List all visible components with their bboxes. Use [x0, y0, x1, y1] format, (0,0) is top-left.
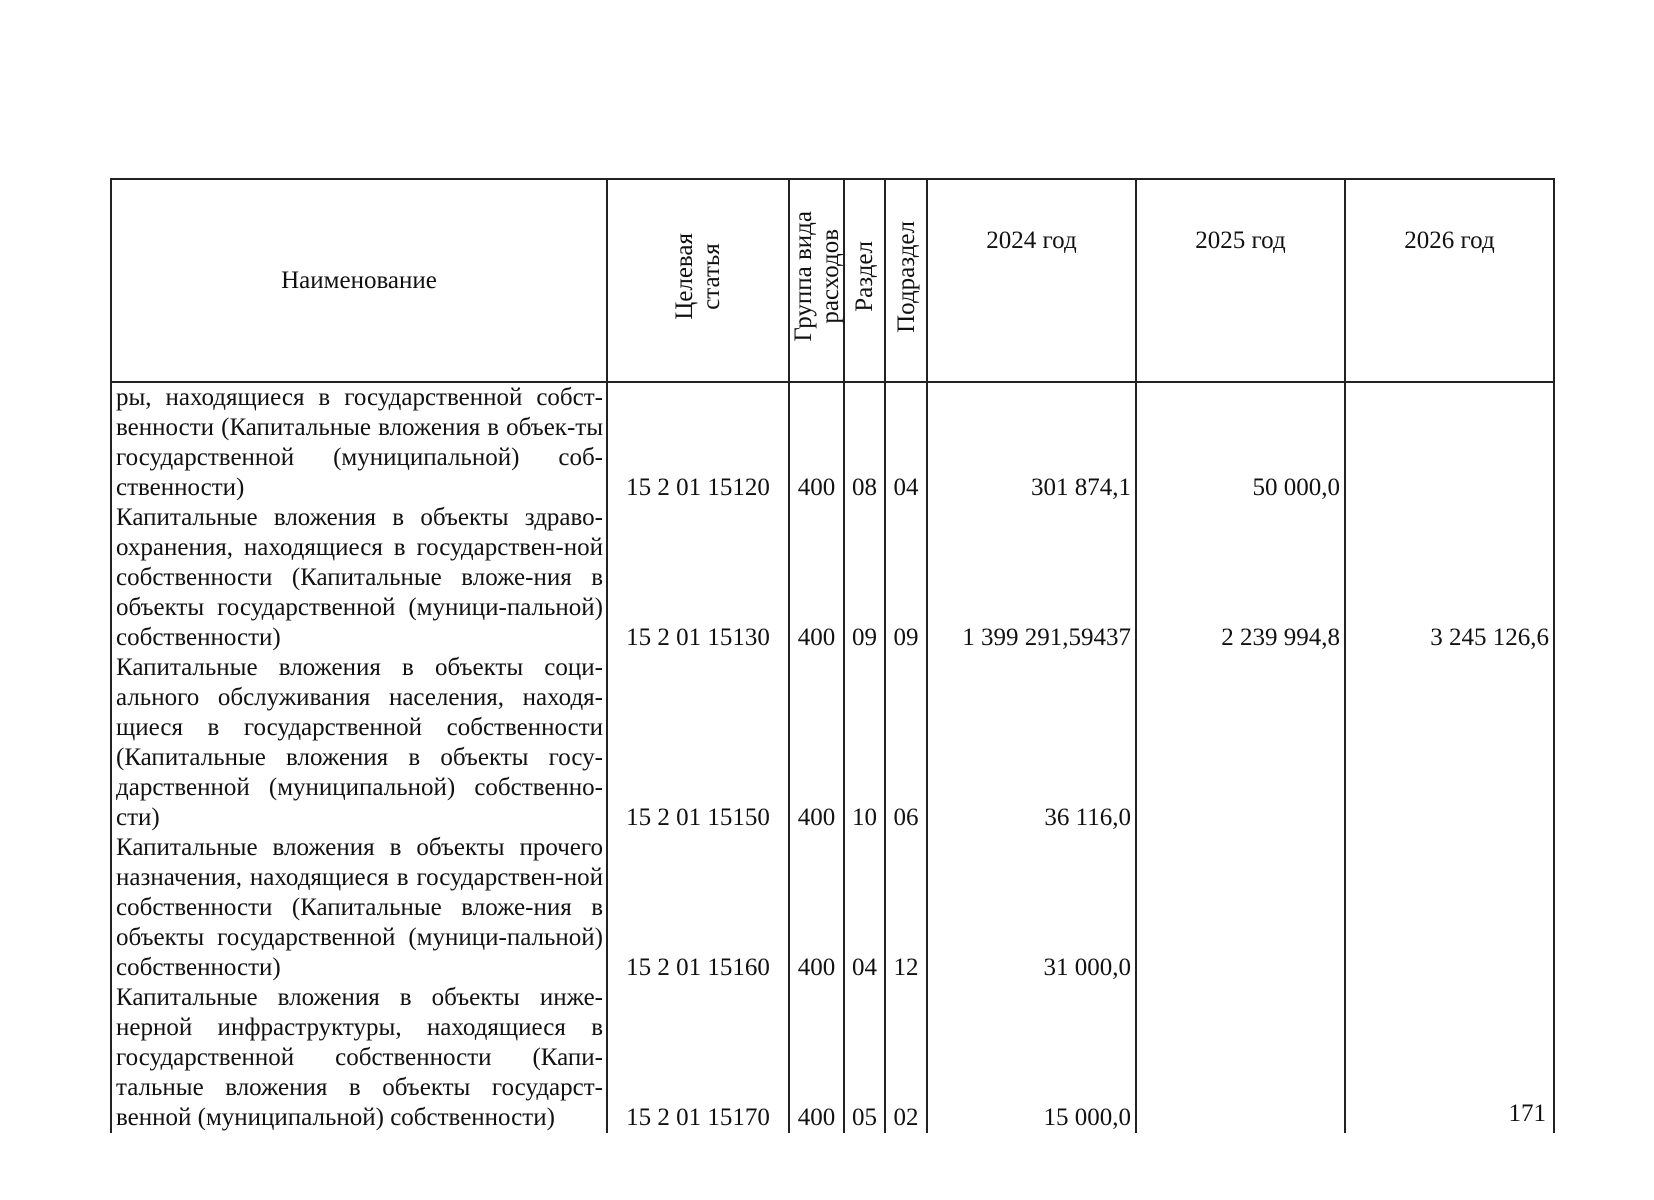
row-amount-2026-cell: 3 245 126,6 — [1345, 503, 1554, 653]
row-target-article-cell: 15 2 01 15150 — [607, 653, 789, 833]
header-subsection: Подраздел — [885, 179, 927, 382]
row-amount-2024-cell: 31 000,0 — [927, 833, 1136, 983]
row-name-cell: Капитальные вложения в объекты прочего назначения, находящиеся в государствен-ной собственности (Капитальные вложе-ния в объекты государственной (муници-пальной) собственности) — [111, 833, 607, 983]
row-subsection-cell: 12 — [885, 833, 927, 983]
row-name-cell: Капитальные вложения в объекты инже-нерной инфраструктуры, находящиеся в государственной собственности (Капи-тальные вложения в объекты государст-венной (муниципальной) собственности) — [111, 983, 607, 1133]
row-amount-2024-cell: 15 000,0 — [927, 983, 1136, 1133]
row-target-article-cell: 15 2 01 15130 — [607, 503, 789, 653]
row-expense-group-cell: 400 — [789, 833, 844, 983]
header-name: Наименование — [111, 179, 607, 382]
row-amount-2025-cell — [1136, 983, 1345, 1133]
row-amount-2024-cell: 1 399 291,59437 — [927, 503, 1136, 653]
row-amount-2025-cell: 2 239 994,8 — [1136, 503, 1345, 653]
row-target-article-cell: 15 2 01 15170 — [607, 983, 789, 1133]
table-row — [111, 983, 1554, 1133]
row-section-cell: 08 — [844, 382, 885, 503]
row-target-article-cell: 15 2 01 15160 — [607, 833, 789, 983]
row-subsection-cell: 04 — [885, 382, 927, 503]
row-amount-2026-cell — [1345, 653, 1554, 833]
row-expense-group-cell: 400 — [789, 503, 844, 653]
row-subsection-cell: 09 — [885, 503, 927, 653]
table-row — [111, 833, 1554, 983]
header-year-2025: 2025 год — [1136, 179, 1345, 382]
row-amount-2025-cell — [1136, 833, 1345, 983]
row-name-cell: Капитальные вложения в объекты здраво-охранения, находящиеся в государствен-ной собственности (Капитальные вложе-ния в объекты государственной (муници-пальной) собственности) — [111, 503, 607, 653]
header-year-2026: 2026 год — [1345, 179, 1554, 382]
row-amount-2024-cell: 301 874,1 — [927, 382, 1136, 503]
row-name-cell: Капитальные вложения в объекты соци-ального обслуживания населения, находя-щиеся в государственной собственности (Капитальные вложения в объекты госу-дарственной (муниципальной) собственно-сти) — [111, 653, 607, 833]
table-row — [111, 653, 1554, 833]
row-section-cell: 05 — [844, 983, 885, 1133]
row-name-cell: ры, находящиеся в государственной собст-венности (Капитальные вложения в объек-ты государственной (муниципальной) соб-ственности) — [111, 382, 607, 503]
header-expense-group: Группа вида расходов — [789, 179, 844, 382]
row-section-cell: 04 — [844, 833, 885, 983]
row-amount-2026-cell — [1345, 833, 1554, 983]
row-section-cell: 10 — [844, 653, 885, 833]
row-expense-group-cell: 400 — [789, 653, 844, 833]
row-amount-2026-cell — [1345, 382, 1554, 503]
header-section: Раздел — [844, 179, 885, 382]
table-row — [111, 382, 1554, 503]
table-body — [111, 382, 1554, 1133]
budget-table — [110, 178, 1555, 1133]
page-number: 171 — [1508, 1100, 1546, 1127]
row-expense-group-cell: 400 — [789, 382, 844, 503]
header-target-article: Целевая статья — [607, 179, 789, 382]
row-section-cell: 09 — [844, 503, 885, 653]
document-page — [110, 178, 1553, 1133]
table-header — [111, 179, 1554, 382]
row-amount-2025-cell: 50 000,0 — [1136, 382, 1345, 503]
row-amount-2024-cell: 36 116,0 — [927, 653, 1136, 833]
row-target-article-cell: 15 2 01 15120 — [607, 382, 789, 503]
row-subsection-cell: 06 — [885, 653, 927, 833]
row-subsection-cell: 02 — [885, 983, 927, 1133]
table-row — [111, 503, 1554, 653]
row-amount-2025-cell — [1136, 653, 1345, 833]
header-year-2024: 2024 год — [927, 179, 1136, 382]
row-expense-group-cell: 400 — [789, 983, 844, 1133]
